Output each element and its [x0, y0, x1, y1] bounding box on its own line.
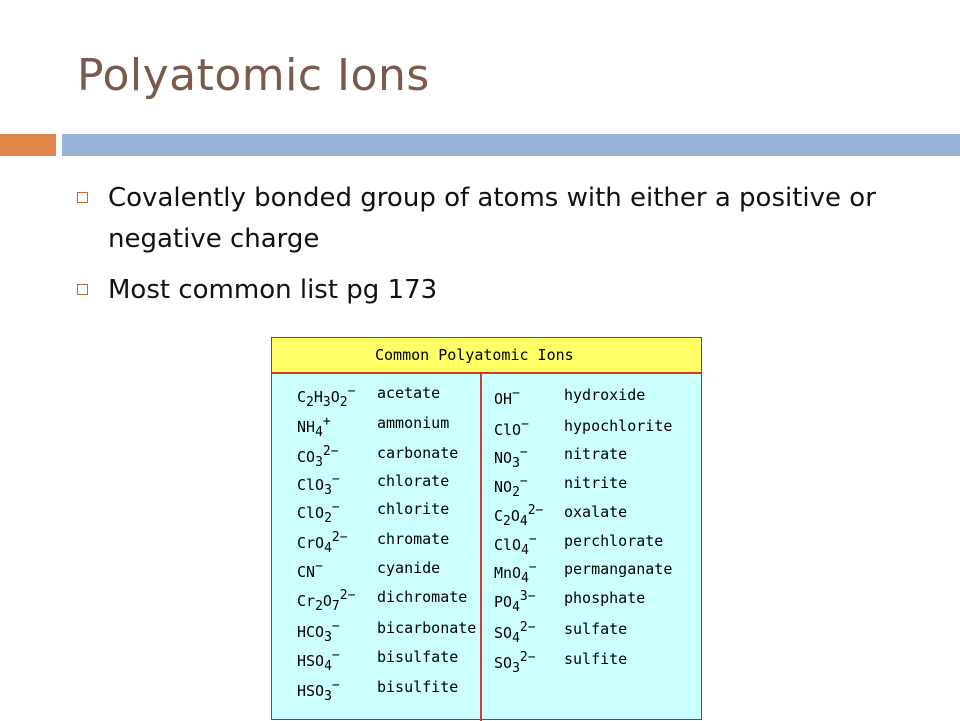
right-ion-formula: MnO$_4$−	[494, 560, 537, 586]
left-ion-formula: CN−	[297, 559, 323, 581]
right-ion-formula: $SO_3^{2-}$	[494, 650, 536, 676]
right-ion-formula: OH−	[494, 386, 520, 408]
left-ion-name: acetate	[377, 384, 441, 402]
right-ion-name: nitrite	[564, 474, 628, 492]
right-ion-name: nitrate	[564, 445, 628, 463]
left-ion-formula: $CO_3^{2-}$	[297, 444, 339, 470]
bullet-square-icon	[77, 192, 88, 203]
bullet-text: Covalently bonded group of atoms with either a positive or negative charge	[108, 183, 876, 254]
right-ion-name: oxalate	[564, 503, 628, 521]
left-ion-formula: $HCO_3^-$	[297, 619, 340, 645]
bullet-list	[77, 178, 917, 321]
left-ion-name: chlorate	[377, 472, 450, 490]
left-ion-name: chromate	[377, 530, 450, 548]
bullet-square-icon	[77, 284, 88, 295]
right-ion-formula: $C_2O_4^{2-}$	[494, 503, 544, 529]
left-ion-formula: $Cr_2O_7^{2-}$	[297, 588, 356, 614]
slide-title: Polyatomic Ions	[77, 50, 430, 101]
left-ion-formula: $NH_4^+$	[297, 414, 331, 440]
right-ion-formula: ClO$_4$−	[494, 532, 537, 558]
left-ion-name: chlorite	[377, 500, 450, 518]
bullet-item	[77, 270, 917, 311]
right-ion-name: sulfite	[564, 650, 628, 668]
left-ion-formula: $HSO_3^-$	[297, 678, 340, 704]
right-ion-name: sulfate	[564, 620, 628, 638]
column-divider	[480, 374, 482, 721]
right-ion-name: hypochlorite	[564, 417, 673, 435]
right-ion-name: perchlorate	[564, 532, 664, 550]
polyatomic-ions-table	[271, 337, 702, 720]
left-ion-formula: CrO$_4^{2-}$	[297, 530, 348, 556]
bullet-text: Most common list pg 173	[108, 275, 438, 305]
left-ion-name: ammonium	[377, 414, 450, 432]
left-ion-name: cyanide	[377, 559, 441, 577]
right-ion-formula: ClO−	[494, 417, 529, 439]
right-ion-formula: $NO_3^-$	[494, 445, 528, 471]
left-ion-formula: ClO$_2$−	[297, 500, 340, 526]
title-accent-bar	[0, 134, 56, 156]
left-ion-name: bisulfate	[377, 648, 459, 666]
left-ion-name: dichromate	[377, 588, 468, 606]
left-ion-name: bisulfite	[377, 678, 459, 696]
table-header-label: Common Polyatomic Ions	[375, 346, 574, 364]
table-header	[272, 338, 701, 374]
right-ion-formula: $SO_4^{2-}$	[494, 620, 536, 646]
right-ion-name: permanganate	[564, 560, 673, 578]
left-ion-name: bicarbonate	[377, 619, 477, 637]
right-ion-name: phosphate	[564, 589, 646, 607]
left-ion-formula: ClO$_3$−	[297, 472, 340, 498]
bullet-item	[77, 178, 917, 260]
right-ion-name: hydroxide	[564, 386, 646, 404]
left-ion-formula: $HSO_4^-$	[297, 648, 340, 674]
left-ion-formula: $C_2H_3O_2^-$	[297, 384, 356, 410]
right-ion-formula: $NO_2^-$	[494, 474, 528, 500]
title-underline-bar	[62, 134, 960, 156]
right-ion-formula: $PO_4^{3-}$	[494, 589, 536, 615]
left-ion-name: carbonate	[377, 444, 459, 462]
